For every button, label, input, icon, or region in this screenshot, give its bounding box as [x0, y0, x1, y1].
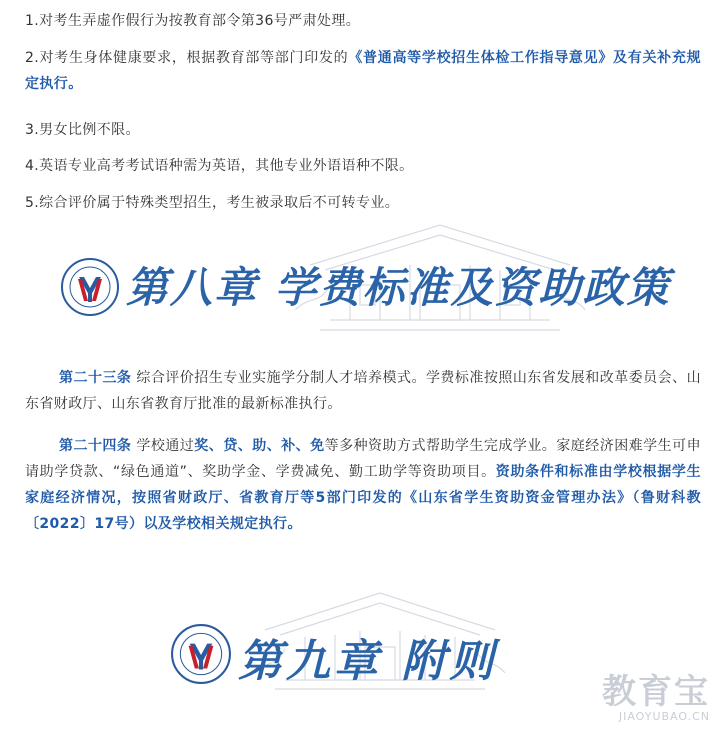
aid-keyword-bu: 补 [281, 438, 296, 454]
rule-1 [25, 8, 701, 34]
chapter-8-title: 第八章 学费标准及资助政策 [126, 263, 671, 312]
article-23 [25, 365, 701, 417]
aid-keyword-jiang: 奖 [194, 438, 209, 454]
rule-4-text: 4.英语专业高考考试语种需为英语，其他专业外语语种不限。 [25, 158, 414, 174]
article-24 [25, 433, 701, 537]
article-24-text-a: 学校通过 [131, 438, 195, 454]
article-23-label: 第二十三条 [59, 370, 132, 386]
keyword-separator: 、 [295, 438, 311, 454]
aid-keyword-dai: 贷 [223, 438, 238, 454]
article-24-highlight: 资助条件和标准由学校根据学生家庭经济情况，按照省财政厅、省教育厅等5部门印发的《山东省学生资助资金管理办法》（鲁财科教〔2022〕17号）以及学校相关规定执行。 [25, 464, 701, 532]
rule-3 [25, 117, 701, 143]
watermark-brand: 教育宝 [602, 672, 710, 712]
keyword-separator: 、 [208, 438, 224, 454]
watermark [602, 674, 710, 723]
article-24-label: 第二十四条 [59, 438, 132, 454]
school-logo-icon [170, 623, 232, 685]
chapter-9-title: 第九章 附则 [238, 636, 498, 687]
article-24-text-b: 等多种资助方式帮助学生完成学业。家庭经济困难学生可申请助学贷款、“绿色通道”、奖助学金、学费减免、勤工助学等资助项目。 [25, 438, 702, 480]
school-logo-icon [60, 257, 120, 317]
rule-2-text: 2.对考生身体健康要求，根据教育部等部门印发的 [25, 50, 349, 66]
chapter-8-banner [0, 215, 724, 340]
rule-5 [25, 190, 701, 216]
watermark-url: JIAOYUBAO.CN [618, 710, 710, 723]
keyword-separator: 、 [237, 438, 253, 454]
rule-1-text: 1.对考生弄虚作假行为按教育部令第36号严肃处理。 [25, 13, 361, 29]
keyword-separator: 、 [266, 438, 282, 454]
article-23-text: 综合评价招生专业实施学分制人才培养模式。学费标准按照山东省发展和改革委员会、山东省财政厅、山东省教育厅批准的最新标准执行。 [25, 370, 701, 412]
rule-3-text: 3.男女比例不限。 [25, 122, 140, 138]
aid-keyword-mian: 免 [310, 438, 325, 454]
rule-5-text: 5.综合评价属于特殊类型招生，考生被录取后不可转专业。 [25, 195, 400, 211]
aid-keyword-zhu: 助 [252, 438, 267, 454]
rule-2 [25, 45, 701, 97]
rule-2-highlight: 《普通高等学校招生体检工作指导意见》及有关补充规定执行。 [25, 50, 701, 92]
rule-4 [25, 153, 701, 179]
